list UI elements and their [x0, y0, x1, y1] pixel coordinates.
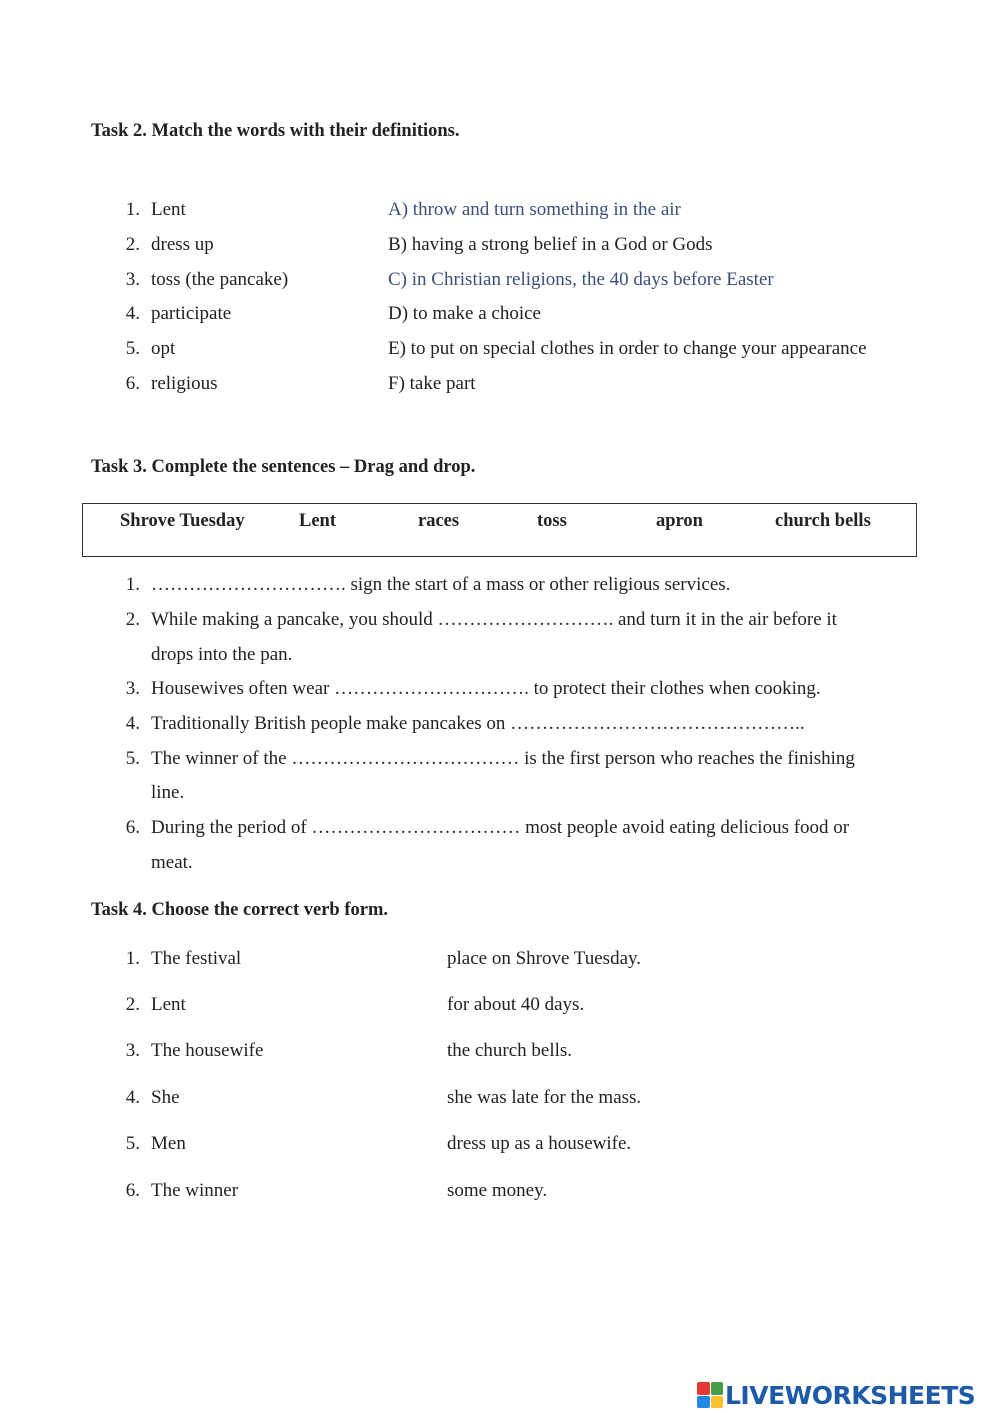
task3-item-number: 6. — [125, 817, 140, 838]
word-bank-item[interactable]: Lent — [299, 511, 336, 531]
task3-sentence-line: drops into the pan. — [151, 644, 293, 665]
task2-definition: B) having a strong belief in a God or Gods — [388, 234, 713, 255]
task2-item-number: 1. — [125, 199, 140, 220]
task2-word: religious — [151, 373, 218, 394]
task4-subject: Men — [151, 1133, 186, 1154]
liveworksheets-logo — [697, 1378, 975, 1412]
task4-ending: for about 40 days. — [447, 994, 585, 1015]
task4-subject: Lent — [151, 994, 186, 1015]
task3-sentence-line: …………………………. sign the start of a mass or other religious services. — [151, 574, 731, 595]
task3-item-number: 1. — [125, 574, 140, 595]
word-bank — [82, 503, 917, 557]
task4-item-number: 3. — [125, 1040, 140, 1061]
task4-subject: The festival — [151, 948, 242, 969]
task4-subject: She — [151, 1087, 180, 1108]
task3-sentence-line: line. — [151, 782, 185, 803]
task2-heading: Task 2. Match the words with their definitions. — [91, 121, 460, 141]
task4-item-number: 5. — [125, 1133, 140, 1154]
task4-ending: place on Shrove Tuesday. — [447, 948, 642, 969]
task2-definition: E) to put on special clothes in order to change your appearance — [388, 338, 867, 359]
task3-sentence-line: Traditionally British people make pancakes on ……………………………………….. — [151, 713, 805, 734]
task4-subject: The winner — [151, 1180, 239, 1201]
task2-item-number: 6. — [125, 373, 140, 394]
task4-ending: dress up as a housewife. — [447, 1133, 632, 1154]
task2-item-number: 3. — [125, 269, 140, 290]
logo-square — [697, 1396, 710, 1409]
word-bank-item[interactable]: races — [418, 511, 460, 531]
task4-item-number: 1. — [125, 948, 140, 969]
word-bank-item[interactable]: church bells — [775, 511, 871, 531]
task4-ending: the church bells. — [447, 1040, 573, 1061]
word-bank-item[interactable]: apron — [656, 511, 703, 531]
task3-item-number: 2. — [125, 609, 140, 630]
task4-item-number: 2. — [125, 994, 140, 1015]
task2-definition: A) throw and turn something in the air — [388, 199, 681, 220]
task4-item-number: 6. — [125, 1180, 140, 1201]
logo-square — [697, 1382, 710, 1395]
task4-ending: she was late for the mass. — [447, 1087, 642, 1108]
task4-ending: some money. — [447, 1180, 548, 1201]
liveworksheets-logo-icon — [697, 1382, 723, 1408]
task2-word: Lent — [151, 199, 186, 220]
task3-sentence-line: During the period of …………………………… most people avoid eating delicious food or — [151, 817, 850, 838]
task2-definition: D) to make a choice — [388, 303, 541, 324]
task2-definition: F) take part — [388, 373, 476, 394]
logo-text: LIVEWORKSHEETS — [725, 1380, 976, 1410]
logo-square — [711, 1396, 724, 1409]
task3-sentence-line: meat. — [151, 852, 193, 873]
task3-item-number: 4. — [125, 713, 140, 734]
task4-subject: The housewife — [151, 1040, 264, 1061]
word-bank-item[interactable]: Shrove Tuesday — [120, 511, 245, 531]
word-bank-item[interactable]: toss — [537, 511, 567, 531]
task3-heading: Task 3. Complete the sentences – Drag and drop. — [91, 457, 476, 477]
task3-sentence-line: While making a pancake, you should ………………………. and turn it in the air before it — [151, 609, 837, 630]
task3-item-number: 5. — [125, 748, 140, 769]
task2-item-number: 4. — [125, 303, 140, 324]
task2-word: toss (the pancake) — [151, 269, 289, 290]
task2-word: opt — [151, 338, 176, 359]
task3-sentence-line: Housewives often wear …………………………. to protect their clothes when cooking. — [151, 678, 821, 699]
task2-item-number: 5. — [125, 338, 140, 359]
logo-square — [711, 1382, 724, 1395]
task3-sentence-line: The winner of the ……………………………… is the first person who reaches the finishing — [151, 748, 855, 769]
task4-heading: Task 4. Choose the correct verb form. — [91, 900, 388, 920]
task2-word: dress up — [151, 234, 214, 255]
task4-item-number: 4. — [125, 1087, 140, 1108]
task3-item-number: 3. — [125, 678, 140, 699]
task2-item-number: 2. — [125, 234, 140, 255]
task2-word: participate — [151, 303, 232, 324]
task2-definition: C) in Christian religions, the 40 days before Easter — [388, 269, 774, 290]
